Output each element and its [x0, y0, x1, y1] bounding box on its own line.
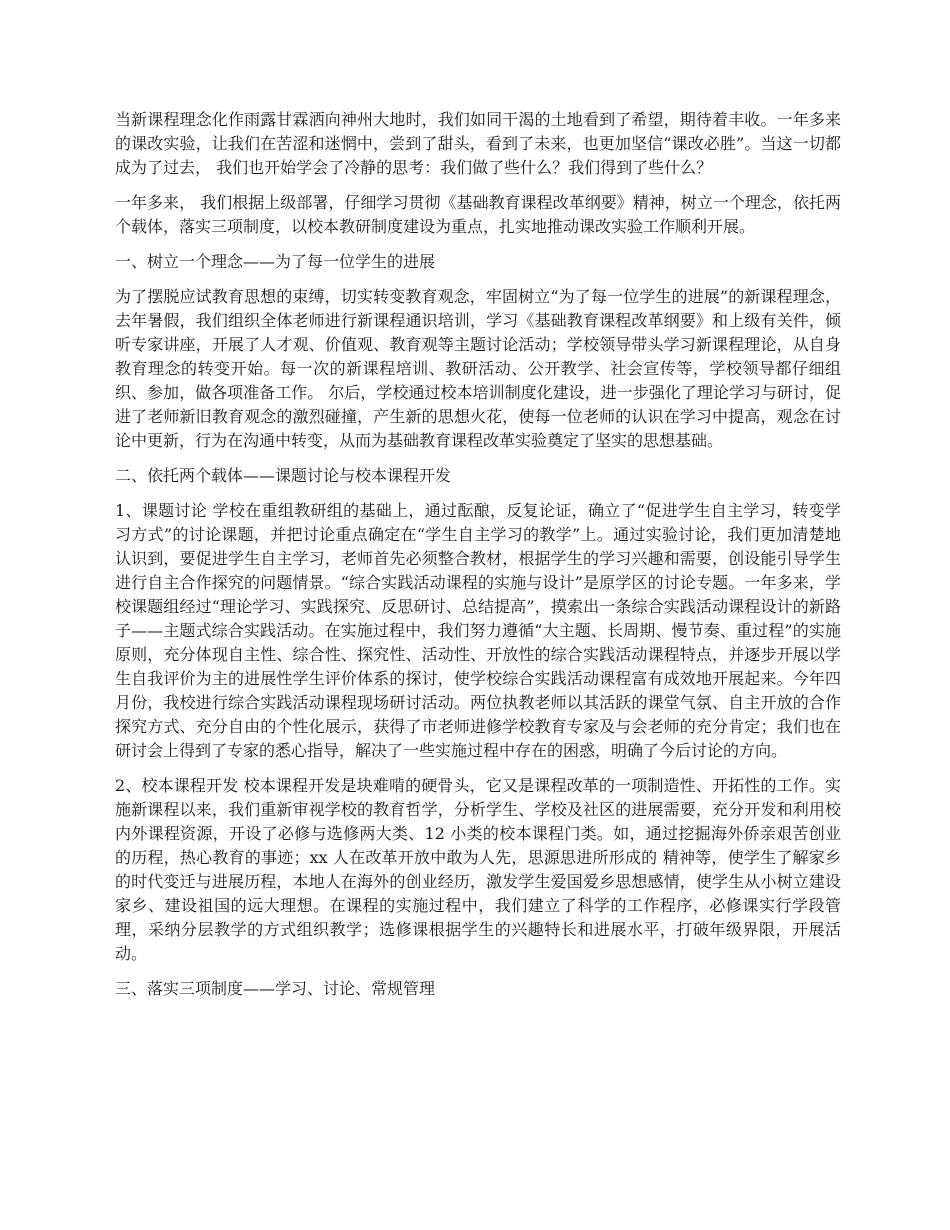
overview-paragraph: 一年多来， 我们根据上级部署，仔细学习贯彻《基础教育课程改革纲要》精神，树立一个理念，依托两个载体，落实三项制度，以校本教研制度建设为重点，扎实地推动课改实验工作顺利开展。 [115, 193, 841, 236]
intro-paragraph: 当新课程理念化作雨露甘霖洒向神州大地时，我们如同干渴的土地看到了希望，期待着丰收。一年多来的课改实验，让我们在苦涩和迷惘中，尝到了甜头，看到了未来，也更加坚信“课改必胜”。当这一切都成为了过去， 我们也开始学会了冷静的思考：我们做了些什么？我们得到了些什么？ [115, 110, 841, 177]
section-1-paragraph: 为了摆脱应试教育思想的束缚，切实转变教育观念，牢固树立“为了每一位学生的进展”的新课程理念，去年暑假，我们组织全体老师进行新课程通识培训，学习《基础教育课程改革纲要》和上级有关件，倾听专家讲座，开展了人才观、价值观、教育观等主题讨论活动；学校领导带头学习新课程理论，从自身教育理念的转变开始。每一次的新课程培训、教研活动、公开教学、社会宣传等，学校领导都仔细组织、参加，做各项准备工作。 尔后，学校通过校本培训制度化建设，进一步强化了理论学习与研讨，促进了老师新旧教育观念的激烈碰撞，产生新的思想火花，使每一位老师的认识在学习中提高，观念在讨论中更新，行为在沟通中转变，从而为基础教育课程改革实验奠定了坚实的思想基础。 [115, 287, 841, 450]
section-2-item-1-paragraph: 1、课题讨论 学校在重组教研组的基础上，通过酝酿，反复论证，确立了“促进学生自主学习，转变学习方式”的讨论课题，并把讨论重点确定在“学生自主学习的教学”上。通过实验讨论，我们更加清楚地认识到，要促进学生自主学习，老师首先必须整合教材，根据学生的学习兴趣和需要，创设能引导学生进行自主合作探究的问题情景。“综合实践活动课程的实施与设计”是原学区的讨论专题。一年多来，学校课题组经过“理论学习、实践探究、反思研讨、总结提高”，摸索出一条综合实践活动课程设计的新路子——主题式综合实践活动。在实施过程中，我们努力遵循“大主题、长周期、慢节奏、重过程”的实施原则，充分体现自主性、综合性、探究性、活动性、开放性的综合实践活动课程特点，并逐步开展以学生自我评价为主的进展性学生评价体系的探讨，使学校综合实践活动课程富有成效地开展起来。今年四月份，我校进行综合实践活动课程现场研讨活动。两位执教老师以其活跃的课堂气氛、自主开放的合作探究方式、充分自由的个性化展示，获得了市老师进修学校教育专家及与会老师的充分肯定；我们也在研讨会上得到了专家的悉心指导，解决了一些实施过程中存在的困惑，明确了今后讨论的方向。 [115, 501, 841, 760]
section-heading-3: 三、落实三项制度——学习、讨论、常规管理 [115, 979, 436, 998]
section-heading-2: 二、依托两个载体——课题讨论与校本课程开发 [115, 466, 452, 485]
section-2-item-2-paragraph: 2、校本课程开发 校本课程开发是块难啃的硬骨头，它又是课程改革的一项制造性、开拓性的工作。实施新课程以来，我们重新审视学校的教育哲学，分析学生、学校及社区的进展需要，充分开发和利用校内外课程资源，开设了必修与选修两大类、12 小类的校本课程门类。如，通过挖掘海外侨亲艰苦创业的历程，热心教育的事迹；xx 人在改革开放中敢为人先，思源思进所形成的 精神等，使学生了解家乡的时代变迁与进展历程，本地人在海外的创业经历，激发学生爱国爱乡思想感情，使学生从小树立建设家乡、建设祖国的远大理想。在课程的实施过程中，我们建立了科学的工作程序，必修课实行学段管理，采纳分层教学的方式组织教学；选修课根据学生的兴趣特长和进展水平，打破年级界限，开展活动。 [115, 776, 841, 963]
document-body [115, 108, 841, 1012]
section-heading-1: 一、树立一个理念——为了每一位学生的进展 [115, 252, 436, 271]
